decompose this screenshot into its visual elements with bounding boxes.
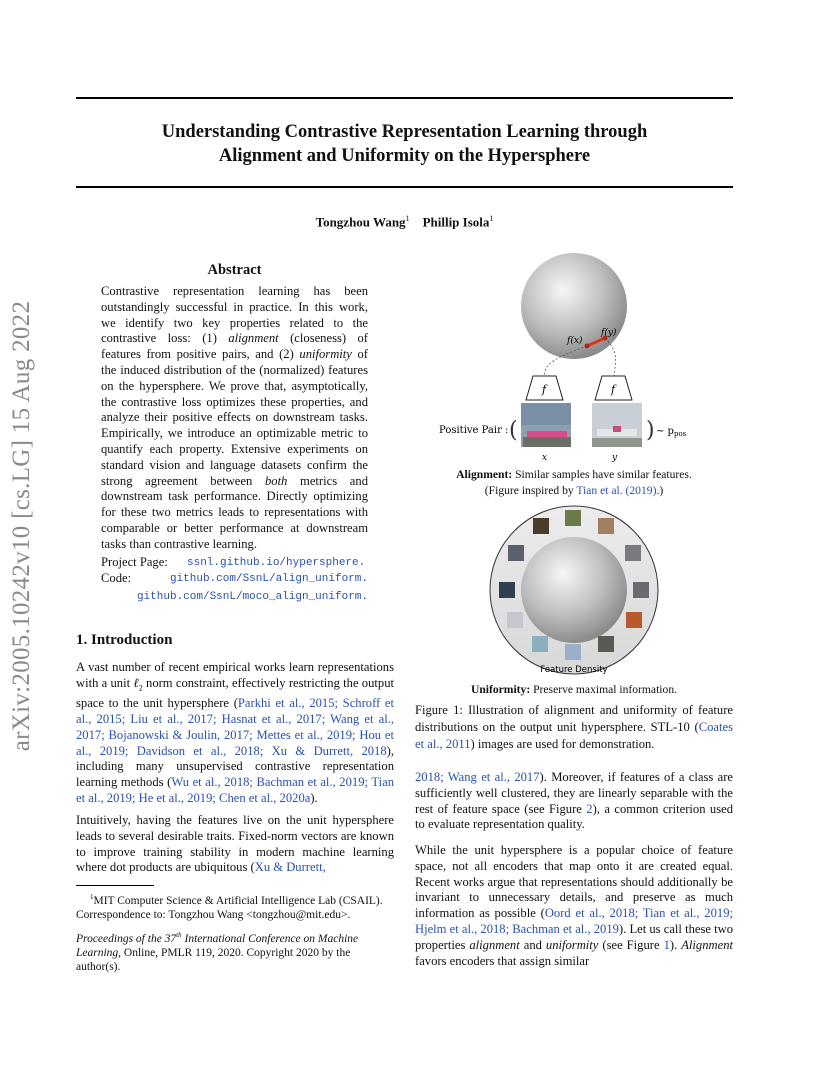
title-bottom-rule [76, 186, 733, 188]
alignment-caption-bold: Alignment: [456, 468, 513, 481]
feature-density-label: Feature Density [540, 665, 608, 675]
author-1: Tongzhou Wang [315, 214, 406, 230]
right-p2-text-d: ). [669, 937, 682, 952]
intro-heading: 1. Introduction [76, 632, 173, 648]
alignment-caption [415, 467, 733, 498]
right-p2-alignment-2: Alignment [681, 937, 733, 952]
right-p2-citations[interactable]: Oord et al., 2018; Tian et al., 2019; Hjelm et al., 2018; Bachman et al., 2019 [415, 906, 733, 936]
x-label: x [542, 453, 548, 463]
right-p2-text-c: (see Figure [598, 937, 664, 952]
figure-1 [415, 248, 733, 678]
intro-p1-text-b: norm constraint, effectively restricting the output space to the unit hypersphere ( [76, 675, 394, 711]
image-x [521, 403, 571, 447]
right-p1-citations[interactable]: 2018; Wang et al., 2017 [415, 770, 540, 784]
code-link-1[interactable]: github.com/SsnL/align_uniform. [169, 573, 368, 586]
image-y [592, 403, 642, 447]
abstract-text-1: Contrastive representation learning has been outstandingly successful in practice. In this work, we identify two key properties related to the contrastive loss: (1) [101, 284, 368, 346]
abstract-uniformity: uniformity [299, 347, 352, 362]
code-link-2[interactable]: github.com/SsnL/moco_align_uniform. [136, 591, 368, 604]
inspired-citation[interactable]: Tian et al. (2019) [576, 483, 657, 497]
author-2-affil: 1 [489, 214, 494, 223]
intro-p1-text-a: A vast number of recent empirical works learn representations with a unit [76, 660, 394, 690]
figure-2-ref[interactable]: 2 [586, 801, 593, 816]
fx-label: f(x) [567, 336, 583, 346]
uniformity-caption [415, 682, 733, 698]
abstract-heading: Abstract [207, 262, 262, 278]
intro-paragraph-1 [76, 660, 394, 807]
right-p1-text-a: ). Moreover, if features of a class are sufficiently well clustered, they are linearly separable with the rest of feature space (see Figure [415, 770, 733, 816]
title-line-2: Alignment and Uniformity on the Hypersphere [218, 146, 591, 166]
right-p2-uniformity: uniformity [545, 937, 599, 952]
authors [76, 214, 733, 230]
figure-1-caption [415, 702, 733, 753]
proc-sup: th [176, 931, 182, 939]
proc-text-c: , Online, PMLR 119, 2020. Copyright 2020 by the author(s). [76, 946, 351, 973]
proc-text-a: Proceedings of the 37 [76, 932, 177, 945]
project-page-label: Project Page: [101, 554, 168, 569]
project-page-row [101, 555, 368, 572]
footnote-mark: 1 [90, 893, 94, 901]
uniformity-caption-text: Preserve maximal information. [530, 683, 678, 696]
positive-pair-label: Positive Pair : [439, 425, 509, 436]
abstract-text-2: (closeness) of features from positive pairs, and (2) [101, 331, 368, 362]
arxiv-stamp-text: arXiv:2005.10242v10 [cs.LG] 15 Aug 2022 [8, 300, 35, 752]
figure-1-ref[interactable]: 1 [663, 937, 670, 952]
svg-text:(: ( [509, 418, 518, 443]
intro-p2-text: Intuitively, having the features live on the unit hypersphere leads to several desirable traits. Fixed-norm vectors are known to improve training stability in modern machine learning where dot products are ubiquitous ( [76, 813, 394, 875]
code-row [101, 571, 368, 588]
uniformity-sphere [521, 537, 627, 643]
abstract-both: both [264, 473, 288, 488]
figure-caption-text-a: Figure 1: Illustration of alignment and uniformity of feature distributions on the output unit hypersphere. STL-10 ( [415, 703, 733, 734]
intro-p1-text-c: ), including many unsupervised contrastive representation learning methods ( [76, 743, 394, 790]
title-line-1: Understanding Contrastive Representation Learning through [161, 122, 648, 142]
right-p2-text-a: While the unit hypersphere is a popular choice of feature space, not all encoders that map onto it are created equal. Recent works argue that representations should additionally be invariant to unnecessary details, and preserve as much information as possible ( [415, 843, 733, 921]
proceedings-note [76, 928, 394, 974]
footnote-text: MIT Computer Science & Artificial Intelligence Lab (CSAIL). Correspondence to: Tongzhou Wang <tongzhou@mit.edu>. [76, 894, 383, 921]
paper-title [76, 120, 733, 168]
alignment-caption-text: Similar samples have similar features. [512, 468, 692, 481]
intro-paragraph-2 [76, 813, 394, 876]
right-paragraph-2 [415, 843, 733, 969]
abstract-alignment: alignment [228, 331, 279, 346]
abstract-text-4: metrics and downstream task performance. Directly optimizing for these two metrics leads to representations with comparable or better performance at downstream tasks than contrastive learning. [101, 473, 368, 551]
intro-citations-2[interactable]: Wu et al., 2018; Bachman et al., 2019; Tian et al., 2019; He et al., 2019; Chen et al., 2020a [76, 775, 394, 805]
proc-text-b: International Conference on Machine Learning [76, 932, 359, 959]
footnote-rule [76, 885, 154, 886]
right-p2-text-b: ). Let us call these two properties [415, 921, 733, 952]
intro-p1-text-d: ). [310, 790, 318, 805]
inspired-text-b: .) [656, 483, 664, 497]
author-1-affil: 1 [405, 214, 410, 223]
intro-citations-1[interactable]: Parkhi et al., 2015; Schroff et al., 2015; Liu et al., 2017; Hasnat et al., 2017; Wang et al., 2017; Bojanowski & Joulin, 2017; Mettes et al., 2019; Hou et al., 2019; Davidson et al., 2018; Xu & Durrett, 2018 [76, 696, 394, 758]
encoder-f-label-right: f [611, 383, 616, 396]
intro-norm-symbol: ℓ [133, 675, 139, 690]
arxiv-stamp [2, 276, 42, 776]
svg-text:): ) [646, 418, 655, 443]
author-2: Phillip Isola [422, 214, 490, 230]
y-label: y [612, 453, 618, 463]
figure-caption-citation[interactable]: Coates et al., 2011 [415, 720, 733, 751]
fy-label: f(y) [601, 328, 617, 338]
inspired-text-a: (Figure inspired by [484, 483, 577, 497]
abstract-text-3: of the induced distribution of the (normalized) features on the hypersphere. We prove that, asymptotically, the contrastive loss optimizes these properties, and analyze their positive effects on downstream tasks. Empirically, we introduce an optimizable metric to quantify each property. Extensive experiments on standard vision and language datasets confirm the strong agreement between [101, 347, 368, 488]
code-row-2 [101, 588, 368, 606]
abstract-body [101, 284, 368, 606]
encoder-f-label-left: f [542, 383, 547, 396]
right-p2-text-e: favors encoders that assign similar [415, 953, 590, 968]
code-label: Code: [101, 571, 132, 586]
intro-norm-sub: 2 [138, 683, 143, 693]
right-paragraph-1 [415, 770, 733, 833]
right-p2-alignment: alignment [469, 937, 520, 952]
title-top-rule [76, 97, 733, 99]
footnote-affiliation [76, 890, 394, 922]
project-page-link[interactable]: ssnl.github.io/hypersphere. [187, 556, 366, 569]
ppos-label: ∼ $p_{pos}$ [656, 426, 687, 438]
right-p1-text-b: ), a common criterion used to evaluate representation quality. [415, 801, 734, 832]
uniformity-caption-bold: Uniformity: [470, 683, 531, 696]
figure-caption-text-b: ) images are used for demonstration. [470, 737, 655, 751]
intro-p2-citation[interactable]: Xu & Durrett, [254, 860, 326, 875]
right-p2-and: and [519, 937, 546, 952]
project-links [101, 555, 368, 606]
